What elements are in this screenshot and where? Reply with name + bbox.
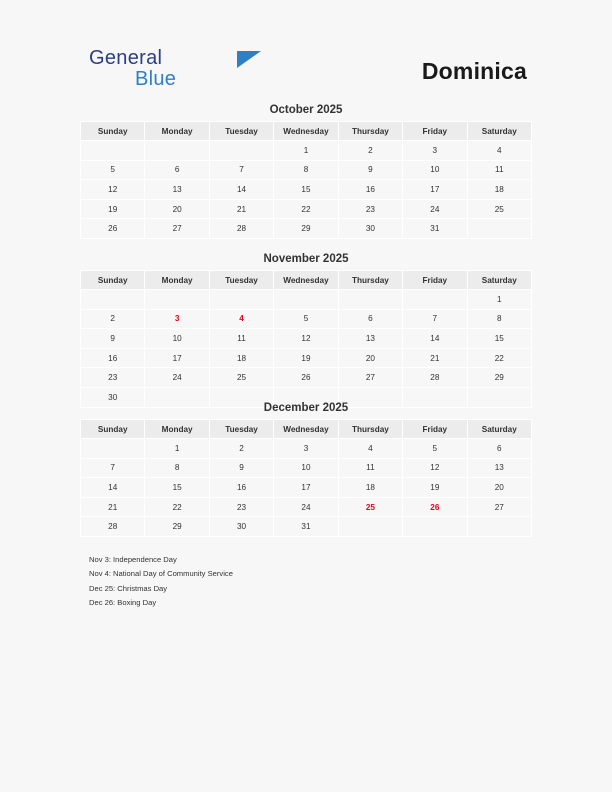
day-cell[interactable]: 16	[81, 348, 145, 368]
day-cell[interactable]: 24	[274, 497, 338, 517]
day-cell[interactable]: 29	[145, 517, 209, 537]
day-cell[interactable]: 20	[338, 348, 402, 368]
week-row	[81, 368, 532, 388]
day-cell[interactable]: 19	[274, 348, 338, 368]
day-cell[interactable]: 14	[81, 478, 145, 498]
weekday-header-friday: Friday	[403, 122, 467, 141]
day-cell[interactable]: 10	[274, 458, 338, 478]
day-cell[interactable]: 24	[403, 199, 467, 219]
day-cell-empty	[81, 439, 145, 459]
day-cell[interactable]: 3	[274, 439, 338, 459]
day-cell[interactable]: 11	[467, 160, 531, 180]
day-cell[interactable]: 24	[145, 368, 209, 388]
day-cell[interactable]: 21	[403, 348, 467, 368]
day-cell-holiday[interactable]: 3	[145, 309, 209, 329]
calendar-table-december	[80, 419, 532, 537]
day-cell[interactable]: 7	[403, 309, 467, 329]
day-cell[interactable]: 17	[403, 180, 467, 200]
weekday-header-saturday: Saturday	[467, 122, 531, 141]
day-cell-holiday[interactable]: 4	[209, 309, 273, 329]
day-cell-empty	[338, 517, 402, 537]
day-cell[interactable]: 31	[274, 517, 338, 537]
day-cell-empty	[338, 290, 402, 310]
weekday-header-tuesday: Tuesday	[209, 420, 273, 439]
day-cell[interactable]: 8	[274, 160, 338, 180]
day-cell-empty	[81, 141, 145, 161]
day-cell[interactable]: 17	[274, 478, 338, 498]
day-cell[interactable]: 17	[145, 348, 209, 368]
day-cell[interactable]: 15	[274, 180, 338, 200]
day-cell[interactable]: 23	[209, 497, 273, 517]
day-cell[interactable]: 13	[467, 458, 531, 478]
day-cell[interactable]: 5	[81, 160, 145, 180]
weekday-header-sunday: Sunday	[81, 122, 145, 141]
page-header	[0, 42, 612, 102]
day-cell[interactable]: 15	[467, 329, 531, 349]
day-cell[interactable]: 20	[467, 478, 531, 498]
day-cell[interactable]: 28	[209, 219, 273, 239]
day-cell[interactable]: 7	[209, 160, 273, 180]
day-cell-empty	[209, 141, 273, 161]
day-cell[interactable]: 16	[338, 180, 402, 200]
general-blue-logo	[89, 47, 269, 97]
day-cell-empty	[403, 517, 467, 537]
day-cell[interactable]: 18	[209, 348, 273, 368]
day-cell[interactable]: 1	[274, 141, 338, 161]
day-cell[interactable]: 9	[81, 329, 145, 349]
day-cell[interactable]: 13	[338, 329, 402, 349]
day-cell[interactable]: 26	[274, 368, 338, 388]
page-title: Dominica	[421, 58, 527, 84]
day-cell[interactable]: 5	[274, 309, 338, 329]
day-cell[interactable]: 2	[338, 141, 402, 161]
day-cell-empty	[274, 290, 338, 310]
day-cell[interactable]: 11	[209, 329, 273, 349]
day-cell[interactable]: 29	[274, 219, 338, 239]
weekday-header-row	[81, 122, 532, 141]
week-row	[81, 290, 532, 310]
day-cell[interactable]: 4	[467, 141, 531, 161]
day-cell[interactable]: 20	[145, 199, 209, 219]
day-cell[interactable]: 21	[209, 199, 273, 219]
weekday-header-wednesday: Wednesday	[274, 122, 338, 141]
day-cell[interactable]: 30	[338, 219, 402, 239]
day-cell[interactable]: 28	[81, 517, 145, 537]
calendar-body	[81, 141, 532, 239]
weekday-header-saturday: Saturday	[467, 271, 531, 290]
day-cell-empty	[467, 219, 531, 239]
day-cell[interactable]: 31	[403, 219, 467, 239]
day-cell[interactable]: 8	[467, 309, 531, 329]
day-cell[interactable]: 25	[467, 199, 531, 219]
week-row	[81, 458, 532, 478]
week-row	[81, 141, 532, 161]
week-row	[81, 180, 532, 200]
day-cell[interactable]: 21	[81, 497, 145, 517]
day-cell[interactable]: 27	[145, 219, 209, 239]
day-cell[interactable]: 3	[403, 141, 467, 161]
holiday-note: Dec 26: Boxing Day	[89, 598, 157, 608]
month-block-november	[80, 253, 532, 408]
holiday-note: Nov 3: Independence Day	[89, 555, 177, 564]
day-cell[interactable]: 2	[81, 309, 145, 329]
day-cell-empty	[81, 290, 145, 310]
weekday-header-monday: Monday	[145, 420, 209, 439]
week-row	[81, 160, 532, 180]
weekday-header-tuesday: Tuesday	[209, 122, 273, 141]
month-title: November 2025	[263, 253, 349, 265]
holiday-note: Dec 25: Christmas Day	[89, 583, 168, 593]
day-cell[interactable]: 10	[403, 160, 467, 180]
week-row	[81, 478, 532, 498]
day-cell[interactable]: 23	[338, 199, 402, 219]
week-row	[81, 219, 532, 239]
day-cell[interactable]: 25	[209, 368, 273, 388]
day-cell[interactable]: 13	[145, 180, 209, 200]
day-cell[interactable]: 18	[467, 180, 531, 200]
day-cell-empty	[209, 290, 273, 310]
day-cell[interactable]: 10	[145, 329, 209, 349]
day-cell[interactable]: 6	[338, 309, 402, 329]
week-row	[81, 329, 532, 349]
holiday-note: Nov 4: National Day of Community Service	[89, 569, 233, 579]
week-row	[81, 517, 532, 537]
logo-triangle-icon	[237, 51, 261, 68]
day-cell[interactable]: 12	[403, 458, 467, 478]
day-cell[interactable]: 29	[467, 368, 531, 388]
day-cell[interactable]: 9	[338, 160, 402, 180]
day-cell[interactable]: 28	[403, 368, 467, 388]
weekday-header-monday: Monday	[145, 271, 209, 290]
weekday-header-sunday: Sunday	[81, 271, 145, 290]
day-cell[interactable]: 15	[145, 478, 209, 498]
weekday-header-row	[81, 420, 532, 439]
weekday-header-thursday: Thursday	[338, 420, 402, 439]
day-cell[interactable]: 5	[403, 439, 467, 459]
month-title: December 2025	[263, 402, 349, 414]
weekday-header-tuesday: Tuesday	[209, 271, 273, 290]
week-row	[81, 439, 532, 459]
weekday-header-thursday: Thursday	[338, 122, 402, 141]
day-cell[interactable]: 27	[467, 497, 531, 517]
day-cell[interactable]: 27	[338, 368, 402, 388]
weekday-header-thursday: Thursday	[338, 271, 402, 290]
day-cell[interactable]: 1	[145, 439, 209, 459]
day-cell[interactable]: 8	[145, 458, 209, 478]
day-cell[interactable]: 14	[209, 180, 273, 200]
weekday-header-row	[81, 271, 532, 290]
calendar-body	[81, 439, 532, 537]
holiday-notes-list	[89, 553, 489, 611]
day-cell-empty	[403, 290, 467, 310]
day-cell[interactable]: 14	[403, 329, 467, 349]
day-cell[interactable]: 22	[467, 348, 531, 368]
weekday-header-sunday: Sunday	[81, 420, 145, 439]
day-cell[interactable]: 23	[81, 368, 145, 388]
day-cell-holiday[interactable]: 25	[338, 497, 402, 517]
week-row	[81, 497, 532, 517]
logo-text-blue: Blue	[135, 68, 177, 90]
weekday-header-wednesday: Wednesday	[274, 420, 338, 439]
day-cell-empty	[467, 517, 531, 537]
day-cell[interactable]: 26	[81, 219, 145, 239]
day-cell[interactable]: 30	[81, 387, 145, 407]
week-row	[81, 199, 532, 219]
day-cell[interactable]: 18	[338, 478, 402, 498]
day-cell[interactable]: 22	[274, 199, 338, 219]
day-cell[interactable]: 6	[145, 160, 209, 180]
day-cell-holiday[interactable]: 26	[403, 497, 467, 517]
weekday-header-friday: Friday	[403, 420, 467, 439]
logo-text-general: General	[89, 47, 163, 69]
day-cell[interactable]: 2	[209, 439, 273, 459]
day-cell-empty	[145, 290, 209, 310]
week-row	[81, 348, 532, 368]
month-block-december	[80, 402, 532, 537]
calendar-body	[81, 290, 532, 408]
calendar-table-october	[80, 121, 532, 239]
weekday-header-wednesday: Wednesday	[274, 271, 338, 290]
day-cell[interactable]: 6	[467, 439, 531, 459]
day-cell[interactable]: 12	[274, 329, 338, 349]
month-block-october	[80, 104, 532, 239]
month-title: October 2025	[269, 104, 343, 116]
day-cell[interactable]: 22	[145, 497, 209, 517]
week-row	[81, 309, 532, 329]
calendar-table-november	[80, 270, 532, 408]
day-cell[interactable]: 9	[209, 458, 273, 478]
weekday-header-monday: Monday	[145, 122, 209, 141]
weekday-header-saturday: Saturday	[467, 420, 531, 439]
day-cell[interactable]: 12	[81, 180, 145, 200]
day-cell[interactable]: 11	[338, 458, 402, 478]
day-cell[interactable]: 30	[209, 517, 273, 537]
day-cell[interactable]: 19	[81, 199, 145, 219]
day-cell[interactable]: 16	[209, 478, 273, 498]
weekday-header-friday: Friday	[403, 271, 467, 290]
day-cell-empty	[145, 141, 209, 161]
day-cell[interactable]: 7	[81, 458, 145, 478]
day-cell[interactable]: 1	[467, 290, 531, 310]
day-cell[interactable]: 4	[338, 439, 402, 459]
day-cell[interactable]: 19	[403, 478, 467, 498]
